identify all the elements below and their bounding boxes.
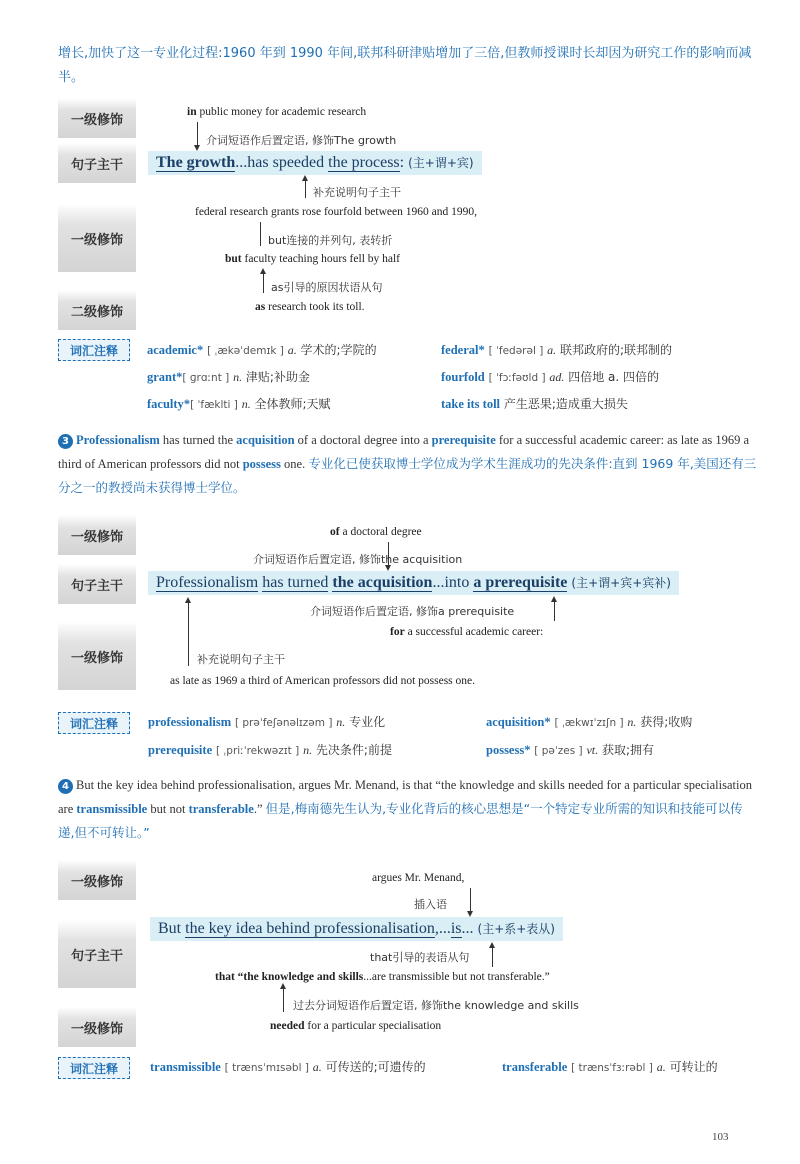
label-trunk-2: 句子主干 <box>58 564 136 604</box>
s4-argues: argues Mr. Menand, <box>372 872 465 884</box>
label-level1-mod: 一级修饰 <box>58 98 136 138</box>
vocab-academic: academic* [ ˌækəˈdemɪk ] a. 学术的;学院的 <box>147 343 377 357</box>
s4-note-that: that引导的表语从句 <box>370 951 470 964</box>
label-level1-mod-5: 一级修饰 <box>58 860 136 900</box>
s3-for-line: for a successful academic career: <box>390 626 544 638</box>
s4-arrow-needed <box>283 988 284 1012</box>
vocab-label-3: 词汇注释 <box>58 1057 130 1079</box>
s3-arrow-prereq <box>554 601 555 621</box>
s2-note-but: but连接的并列句, 表转折 <box>268 234 393 247</box>
vocab-take-its-toll: take its toll 产生恶果;造成重大损失 <box>441 397 628 411</box>
s4-trunk: But the key idea behind professionalisation,...is... (主+系+表从) <box>150 917 563 941</box>
paragraph-3: 3 Professionalism has turned the acquisition of a doctoral degree into a prerequisite for a successful academic career: as late as 1969 a third of American professors did not possess one. 专业化已使获取博士学位成为学术生涯成功的先决条件:直到 1969 年,美国还有三分之一的教授尚未获得博士学位。 <box>58 433 757 495</box>
s4-note-needed: 过去分词短语作后置定语, 修饰the knowledge and skills <box>293 999 579 1012</box>
s2-note-supp: 补充说明句子主干 <box>313 186 401 199</box>
s3-note-prereq: 介词短语作后置定语, 修饰a prerequisite <box>310 605 515 618</box>
label-level1-mod-2: 一级修饰 <box>58 204 136 272</box>
s2-trunk: The growth...has speeded the process: (主+谓+宾) <box>148 151 482 175</box>
s2-but-line: but faculty teaching hours fell by half <box>225 253 401 265</box>
vocab-professionalism: professionalism [ prəˈfeʃənəlɪzəm ] n. 专业化 <box>148 715 386 729</box>
vocab-possess: possess* [ pəˈzes ] vt. 获取;拥有 <box>486 743 654 757</box>
s4-needed-line: needed for a particular specialisation <box>270 1020 442 1032</box>
vocab-grant: grant*[ ɡrɑːnt ] n. 津贴;补助金 <box>147 370 310 384</box>
s4-note-insert: 插入语 <box>414 898 447 911</box>
s3-mod-of: of a doctoral degree <box>330 526 422 538</box>
s2-note-top: 介词短语作后置定语, 修饰The growth <box>206 134 397 147</box>
s3-trunk: Professionalism has turned the acquisition...into a prerequisite (主+谓+宾+宾补) <box>148 571 679 595</box>
label-trunk-3: 句子主干 <box>58 920 136 988</box>
s2-mod-in-public-money: in public money for academic research <box>187 106 367 118</box>
intro-translation: 增长,加快了这一专业化过程:1960 年到 1990 年间,联邦科研津贴增加了三倍,但教师授课时长却因为研究工作的影响而减半。 <box>58 46 752 85</box>
s3-note-supp: 补充说明句子主干 <box>197 653 285 666</box>
s2-as-line: as research took its toll. <box>255 301 365 313</box>
s2-arrow-down <box>197 122 198 146</box>
s2-connector-but <box>260 222 261 246</box>
s4-arrow-insert <box>470 888 471 912</box>
s4-that-line: that “the knowledge and skills...are transmissible but not transferable.” <box>215 971 550 983</box>
vocab-prerequisite: prerequisite [ ˌpriːˈrekwəzɪt ] n. 先决条件;前提 <box>148 743 392 757</box>
vocab-fourfold: fourfold [ ˈfɔːfəʊld ] ad. 四倍地 a. 四倍的 <box>441 370 660 384</box>
vocab-transferable: transferable [ trænsˈfɜːrəbl ] a. 可转让的 <box>502 1060 718 1074</box>
s2-note-as: as引导的原因状语从句 <box>271 281 383 294</box>
vocab-acquisition: acquisition* [ ˌækwɪˈzɪʃn ] n. 获得;收购 <box>486 715 693 729</box>
s3-arrow-supp <box>188 602 189 666</box>
vocab-transmissible: transmissible [ trænsˈmɪsəbl ] a. 可传送的;可遗传的 <box>150 1060 426 1074</box>
label-level1-mod-3: 一级修饰 <box>58 515 136 555</box>
paragraph-4: 4 But the key idea behind professionalisation, argues Mr. Menand, is that “the knowledge and skills needed for a particular specialisation are transmissible but not transferable.” 但是,梅南德先生认为,专业化背后的核心思想是“一个特定专业所需的知识和技能可以传递,但不可转让。” <box>58 778 752 840</box>
vocab-label-2: 词汇注释 <box>58 712 130 734</box>
s2-arrow-as <box>263 273 264 293</box>
vocab-label-1: 词汇注释 <box>58 339 130 361</box>
label-level2-mod: 二级修饰 <box>58 290 136 330</box>
s3-late-line: as late as 1969 a third of American professors did not possess one. <box>170 675 476 687</box>
s3-note-top: 介词短语作后置定语, 修饰the acquisition <box>253 553 463 566</box>
s4-arrow-that <box>492 947 493 967</box>
s2-arrow-supp <box>305 180 306 198</box>
vocab-federal: federal* [ ˈfedərəl ] a. 联邦政府的;联邦制的 <box>441 343 672 357</box>
vocab-faculty: faculty*[ ˈfæklti ] n. 全体教师;天赋 <box>147 397 331 411</box>
label-level1-mod-4: 一级修饰 <box>58 622 136 690</box>
s2-federal-line: federal research grants rose fourfold between 1960 and 1990, <box>195 206 477 218</box>
label-level1-mod-6: 一级修饰 <box>58 1007 136 1047</box>
label-trunk: 句子主干 <box>58 143 136 183</box>
page-number: 103 <box>712 1131 729 1143</box>
